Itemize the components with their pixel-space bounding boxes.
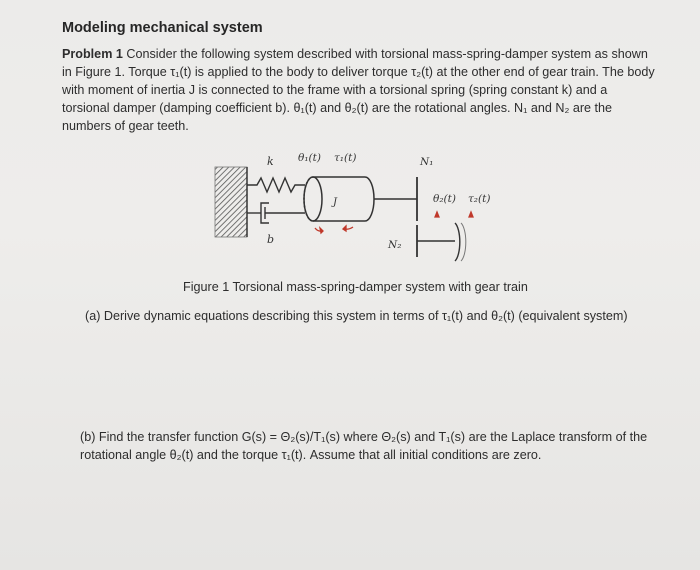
figure-caption: Figure 1 Torsional mass-spring-damper system with gear train [183, 280, 528, 294]
question-a: (a) Derive dynamic equations describing this system in terms of τ₁(t) and θ₂(t) (equivalent system) [85, 309, 628, 323]
question-b: (b) Find the transfer function G(s) = Θ₂(s)/T₁(s) where Θ₂(s) and T₁(s) are the Laplace transform of the rotational angle θ₂(t) and the torque τ₁(t). Assume that all initial conditions are zero. [80, 430, 648, 462]
label-b: b [267, 233, 275, 246]
label-N2: N₂ [388, 239, 402, 251]
output-shaft-end [455, 223, 460, 261]
label-N1: N₁ [420, 156, 434, 168]
label-tau2: τ₂(t) [468, 193, 491, 205]
problem-label: Problem 1 [62, 47, 123, 61]
torsional-spring [247, 178, 305, 192]
problem-statement [62, 45, 658, 135]
problem-text: Consider the following system described with torsional mass-spring-damper system as shown in Figure 1. Torque τ₁(t) is applied to the body to deliver torque τ₂(t) at the other end of gear train. The body with moment of inertia J is connected to the frame with a torsional spring (spring constant k) and a torsional damper (damping coefficient b). θ₁(t) and θ₂(t) are the rotational angles. N₁ and N₂ are the numbers of gear teeth. [62, 47, 655, 133]
label-k: k [267, 155, 274, 168]
page-title: Modeling mechanical system [62, 20, 263, 36]
torsional-damper [247, 203, 305, 223]
label-tau1: τ₁(t) [334, 152, 357, 164]
system-figure [205, 145, 525, 265]
label-J: J [333, 197, 338, 208]
inertia-body [304, 177, 374, 221]
label-theta2: θ₂(t) [433, 193, 456, 205]
fixed-wall [215, 167, 247, 237]
label-theta1: θ₁(t) [298, 152, 321, 164]
